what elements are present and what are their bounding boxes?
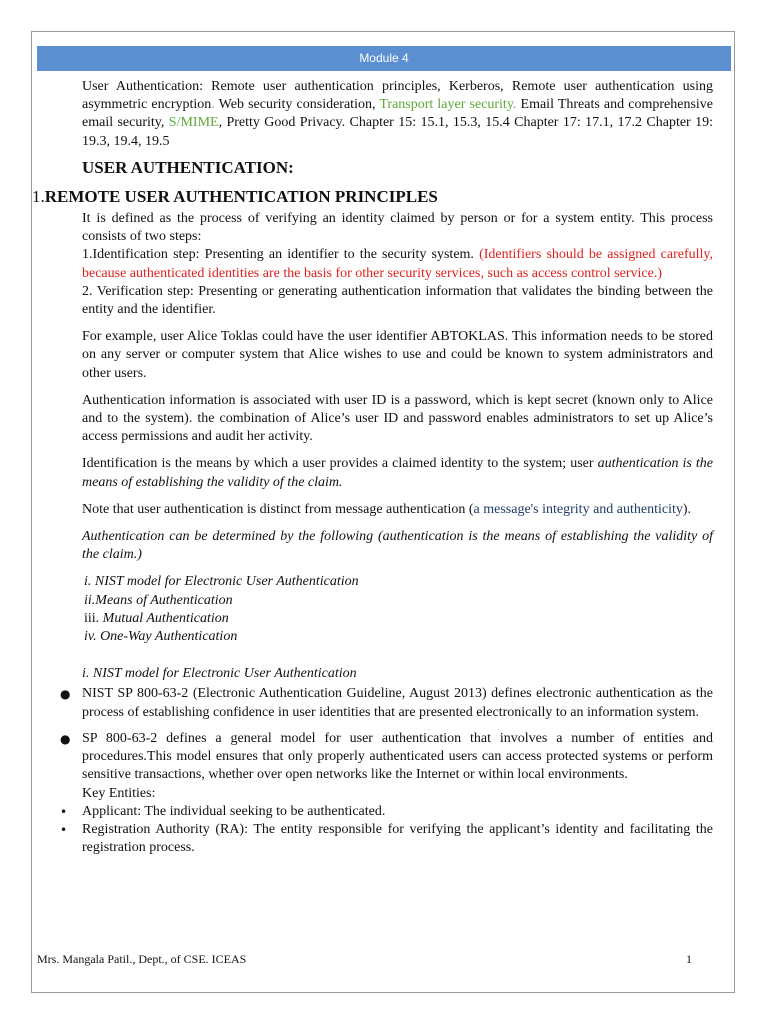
list-item [60,730,713,785]
bullet-dot-icon: • [60,822,68,837]
step-1 [82,246,713,282]
key-entities-label: Key Entities: [82,785,156,801]
main-heading: USER AUTHENTICATION: [82,157,294,177]
intro-text-4: Email Threats and comprehensive email security, [82,97,714,131]
note-text-b: a message's integrity and authenticity [473,501,683,517]
definition-paragraph: It is defined as the process of verifying an identity claimed by person or for a system entity. This process consists of two steps: [82,211,713,245]
identification-paragraph [82,455,713,491]
module-header [37,46,731,71]
section-title: REMOTE USER AUTHENTICATION PRINCIPLES [44,187,438,207]
determined-paragraph: Authentication can be determined by the following (authentication is the means of establishing the validity of the claim.) [82,529,713,563]
step-1-text: 1.Identification step: Presenting an identifier to the security system. [82,247,480,263]
bullet-dot-icon: ● [60,687,71,702]
method-item-3-text: Mutual Authentication [102,610,229,626]
example-paragraph: For example, user Alice Toklas could have the user identifier ABTOKLAS. This information needs to be stored on any server or computer system that Alice wishes to use and could be known to system administrators and other users. [82,329,713,381]
footer-author: Mrs. Mangala Patil., Dept., of CSE. ICEAS [37,952,247,966]
method-list [84,573,713,646]
method-item-2: ii.Means of Authentication [84,592,233,608]
intro-text-1: User Authentication: Remote user authentication principles, Kerberos, Remote user authentication using asymmetric encryption [82,79,713,113]
note-text-c: ). [682,501,692,517]
method-item-3 [84,610,713,628]
method-item-3-num: iii. [84,610,103,626]
document-body [32,78,714,857]
entity-text: Registration Authority (RA): The entity responsible for verifying the applicant’s identity and facilitating the registration process. [82,821,713,856]
method-item-4: iv. One-Way Authentication [84,629,238,645]
nist-bullets [60,685,713,784]
identification-italic: authentication is the means of establishing the validity of the claim. [82,456,713,490]
note-paragraph [82,501,713,519]
identification-text: Identification is the means by which a user provides a claimed identity to the system; user [82,456,598,472]
bullet-text: SP 800-63-2 defines a general model for user authentication that involves a number of entities and procedures.This model ensures that only properly authenticated users can access protected systems or perform sensitive transactions, whether over open networks like the Internet or within local environments. [82,730,713,783]
intro-tls: Transport layer security. [379,97,517,113]
module-title: Module 4 [359,51,409,65]
nist-heading: i. NIST model for Electronic User Authentication [82,666,357,682]
step-1-note: (Identifiers should be assigned carefully, because authenticated identities are the basis for other security services, such as access control service.) [82,247,714,281]
list-item [60,685,713,721]
bullet-dot-icon: • [60,804,68,819]
section-heading [32,187,713,207]
intro-paragraph [82,78,713,151]
list-item [60,803,713,821]
step-2: 2. Verification step: Presenting or generating authentication information that validates the binding between the entity and the identifier. [82,283,713,318]
list-item [60,821,713,857]
note-text-a: Note that user authentication is distinct from message authentication ( [82,501,474,517]
bullet-text: NIST SP 800-63-2 (Electronic Authentication Guideline, August 2013) defines electronic authentication as the process of establishing confidence in user identities that are presented electronically to an information system. [82,686,713,720]
method-item-1: i. NIST model for Electronic User Authentication [84,574,359,590]
entities-list [60,803,713,858]
intro-dot: . [211,97,215,113]
page-number: 1 [686,952,692,966]
intro-text-6: , Pretty Good Privacy. Chapter 15: 15.1, 15.3, 15.4 Chapter 17: 17.1, 17.2 Chapter 19: 19.3, 19.4, 19.5 [82,115,713,149]
section-number: 1. [32,187,45,207]
intro-text-2: Web security consideration, [214,97,380,113]
intro-smime: S/MIME [168,115,219,131]
bullet-dot-icon: ● [60,731,71,746]
auth-info-paragraph: Authentication information is associated with user ID is a password, which is kept secret (known only to Alice and to the system). the combination of Alice’s user ID and password enables administrators to set up Alice’s access permissions and audit her activity. [82,392,713,445]
entity-text: Applicant: The individual seeking to be authenticated. [82,803,386,819]
